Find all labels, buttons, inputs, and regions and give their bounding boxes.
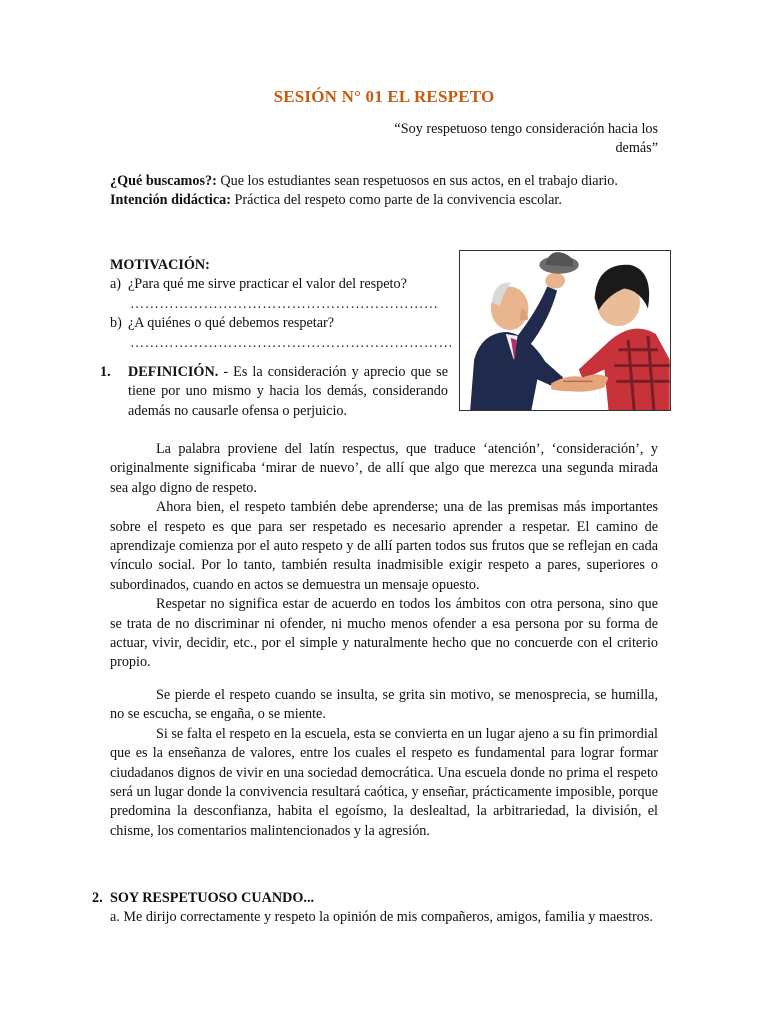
answer-line-b: …………………………………………………………: [130, 334, 454, 351]
question-b-marker: b): [110, 315, 122, 332]
quote-line-2: demás”: [615, 140, 658, 157]
definicion-paragraph-2: Ahora bien, el respeto también debe aprenderse; una de las premisas más importantes sobre el respeto es que para ser respetado es necesario aprender a respetar. El camino de aprendizaje comienza por el auto respeto y de allí parten todos sus frutos que se reflejan en cada vínculo social. Por lo tanto, también resulta inadmisible exigir respeto a pares, superiores o subordinados, cuando en actos se demuestra un mensaje opuesto.: [110, 499, 658, 593]
question-a: [110, 275, 450, 294]
answer-line-a: ………………………………………………………: [130, 295, 439, 312]
definicion-lead-block: [100, 363, 448, 421]
soy-item-a: a. Me dirijo correctamente y respeto la opinión de mis compañeros, amigos, familia y maestros.: [110, 909, 653, 926]
soy-respetuoso-section: [92, 889, 658, 928]
definicion-number: 1.: [100, 364, 111, 380]
soy-heading: SOY RESPETUOSO CUANDO...: [110, 890, 315, 906]
definicion-heading: DEFINICIÓN.: [128, 364, 219, 380]
page-title: SESIÓN N° 01 EL RESPETO: [273, 87, 495, 106]
soy-number: 2.: [92, 890, 103, 906]
intencion-paragraph: [110, 191, 658, 210]
handshake-drawing: [460, 251, 670, 410]
epigraph-quote: [360, 120, 658, 159]
definicion-lead-text: - Es la consideración y aprecio que se tiene por uno mismo y hacia los demás, considerando además no causarle ofensa o perjuicio.: [128, 364, 448, 419]
definicion-paragraph-1: La palabra proviene del latín respectus, que traduce ‘atención’, ‘consideración’, y originalmente significaba ‘mirar de nuevo’, de allí que algo que merezca una segunda mirada sea algo digno de respeto.: [110, 441, 658, 496]
intro-block: [110, 172, 658, 211]
question-b-text: ¿A quiénes o qué debemos respetar?: [128, 315, 335, 332]
motivacion-section: [110, 256, 454, 353]
question-a-text: ¿Para qué me sirve practicar el valor del respeto?: [128, 276, 407, 293]
question-a-marker: a): [110, 276, 122, 293]
handshake-illustration: [459, 250, 671, 411]
definicion-body: [110, 440, 658, 841]
definicion-paragraph-5: Si se falta el respeto en la escuela, esta se convierta en un lugar ajeno a su fin primordial que es la enseñanza de valores, entre los cuales el respeto es fundamental para lograr formar ciudadanos dignos de vivir en una sociedad democrática. Una escuela donde no prima el respeto será un lugar donde la convivencia resultará caótica, y enseñar, prácticamente imposible, porque predomina la desconfianza, habita el egoísmo, la deslealtad, la arbitrariedad, la división, el chisme, los comentarios malintencionados y la agresión.: [110, 725, 658, 839]
soy-heading-row: [92, 889, 658, 908]
question-b: [110, 314, 450, 333]
que-buscamos-paragraph: [110, 172, 658, 191]
que-buscamos-text: Que los estudiantes sean respetuosos en sus actos, en el trabajo diario.: [216, 173, 618, 189]
que-buscamos-label: ¿Qué buscamos?:: [110, 173, 217, 189]
definicion-paragraph-4: Se pierde el respeto cuando se insulta, se grita sin motivo, se menosprecia, se humilla, no se escucha, se engaña, o se miente.: [110, 686, 658, 723]
definicion-paragraph-3: Respetar no significa estar de acuerdo en todos los ámbitos con otra persona, sino que se trata de no discriminar ni ofender, ni mucho menos ofender a esa persona por su forma de actuar, vivir, decidir, etc., por el simple y naturalmente hecho que no concuerde con el criterio propio.: [110, 596, 658, 671]
intencion-label: Intención didáctica:: [110, 192, 231, 209]
intencion-text: Práctica del respeto como parte de la convivencia escolar.: [231, 192, 562, 209]
definicion-lead-paragraph: [128, 363, 448, 421]
quote-line-1: “Soy respetuoso tengo consideración hacia los: [394, 121, 658, 137]
motivacion-heading: MOTIVACIÓN:: [110, 257, 210, 273]
definicion-heading-row: [100, 363, 448, 421]
